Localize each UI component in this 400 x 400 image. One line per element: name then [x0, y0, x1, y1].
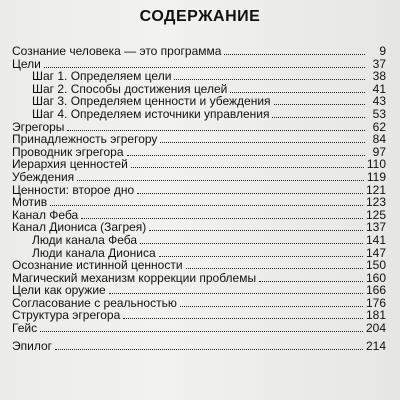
toc-entry-page-number: 37 — [372, 56, 386, 71]
toc-entry-title: Убеждения — [12, 169, 75, 184]
toc-entry-page-number: 97 — [372, 144, 386, 159]
dot-leader — [127, 154, 365, 156]
toc-entry-title: Шаг 1. Определяем цели — [32, 69, 172, 84]
toc-entry-page-number: 110 — [366, 157, 386, 172]
dot-leader — [131, 166, 364, 168]
toc-entry-page-number: 137 — [365, 220, 386, 235]
toc-entry-title: Магический механизм коррекции проблемы — [12, 270, 257, 285]
dot-leader — [140, 242, 363, 244]
toc-entry-page-number: 125 — [365, 207, 386, 222]
toc-entry-page-number: 123 — [365, 195, 386, 210]
dot-leader — [159, 255, 363, 257]
dot-leader — [149, 229, 363, 231]
dot-leader — [109, 292, 363, 294]
toc-entry-title: Канал Феба — [12, 207, 79, 222]
toc-entry-title: Канал Диониса (Загрея) — [12, 220, 147, 235]
toc-entry-title: Мотив — [12, 195, 48, 210]
dot-leader — [55, 348, 363, 350]
toc-entry-page-number: 62 — [372, 119, 386, 134]
dot-leader — [137, 192, 363, 194]
toc-entry — [12, 340, 386, 353]
toc-entry-title: Цели как оружие — [12, 283, 106, 298]
toc-entry-page-number: 84 — [372, 132, 386, 147]
dot-leader — [123, 317, 363, 319]
toc-entry-page-number: 43 — [372, 94, 386, 109]
toc-entry-page-number: 147 — [365, 245, 386, 260]
dot-leader — [174, 78, 365, 80]
toc-entry-page-number: 41 — [372, 81, 386, 96]
toc-entry-title: Принадлежность эгрегору — [12, 132, 158, 147]
toc-entry-title: Осознание истинной ценности — [12, 258, 183, 273]
dot-leader — [230, 91, 365, 93]
dot-leader — [274, 103, 365, 105]
dot-leader — [50, 204, 363, 206]
toc-entry — [12, 184, 386, 197]
toc-entry-page-number: 121 — [365, 182, 386, 197]
toc-entry-title: Проводник эгрегора — [12, 144, 124, 159]
dot-leader — [44, 66, 365, 68]
toc-entry — [12, 284, 386, 297]
toc-entry — [12, 196, 386, 209]
toc-entry-page-number: 214 — [365, 338, 386, 353]
page-title: СОДЕРЖАНИЕ — [139, 8, 261, 25]
toc-entry — [12, 259, 386, 272]
toc-entry-title: Структура эгрегора — [12, 308, 121, 323]
toc-entry-title: Шаг 2. Способы достижения целей — [32, 81, 228, 96]
dot-leader — [180, 305, 363, 307]
toc-entry — [12, 45, 386, 58]
toc-entry-title: Сознание человека — это программа — [12, 44, 222, 58]
toc-entry-page-number: 9 — [379, 44, 386, 58]
toc-entry — [12, 133, 386, 146]
toc-entry-page-number: 166 — [365, 283, 386, 298]
toc-entry-title: Ценности: второе дно — [12, 182, 135, 197]
table-of-contents — [12, 45, 386, 352]
toc-entry — [12, 309, 386, 322]
dot-leader — [40, 330, 363, 332]
toc-entry-title: Цели — [12, 56, 41, 71]
toc-entry-page-number: 150 — [365, 258, 386, 273]
toc-entry — [12, 322, 386, 335]
toc-entry — [12, 234, 386, 247]
toc-entry-page-number: 53 — [372, 106, 386, 121]
toc-entry-page-number: 141 — [365, 232, 386, 247]
toc-entry-page-number: 160 — [365, 270, 386, 285]
toc-entry-page-number: 38 — [372, 69, 386, 84]
dot-leader — [67, 129, 365, 131]
toc-entry-title: Эгрегоры — [12, 119, 65, 134]
toc-entry-page-number: 204 — [365, 321, 386, 336]
toc-entry-page-number: 181 — [365, 308, 386, 323]
toc-entry-title: Люди канала Диониса — [32, 245, 156, 260]
dot-leader — [160, 141, 365, 143]
toc-entry-page-number: 119 — [366, 169, 386, 184]
toc-entry-title: Люди канала Феба — [32, 232, 138, 247]
toc-entry-title: Шаг 4. Определяем источники управления — [32, 106, 270, 121]
toc-entry-title: Иерархия ценностей — [12, 157, 128, 172]
toc-entry-title: Гейс — [12, 321, 38, 336]
toc-entry — [12, 108, 386, 121]
toc-entry-title: Шаг 3. Определяем ценности и убеждения — [32, 94, 271, 109]
dot-leader — [224, 53, 365, 55]
toc-entry — [12, 70, 386, 83]
toc-entry — [12, 171, 386, 184]
toc-entry-title: Эпилог — [12, 338, 53, 353]
dot-leader — [77, 179, 364, 181]
toc-entry-title: Согласование с реальностью — [12, 295, 177, 310]
dot-leader — [186, 267, 363, 269]
dot-leader — [272, 116, 365, 118]
dot-leader — [259, 280, 363, 282]
toc-entry-page-number: 176 — [365, 295, 386, 310]
dot-leader — [81, 217, 363, 219]
